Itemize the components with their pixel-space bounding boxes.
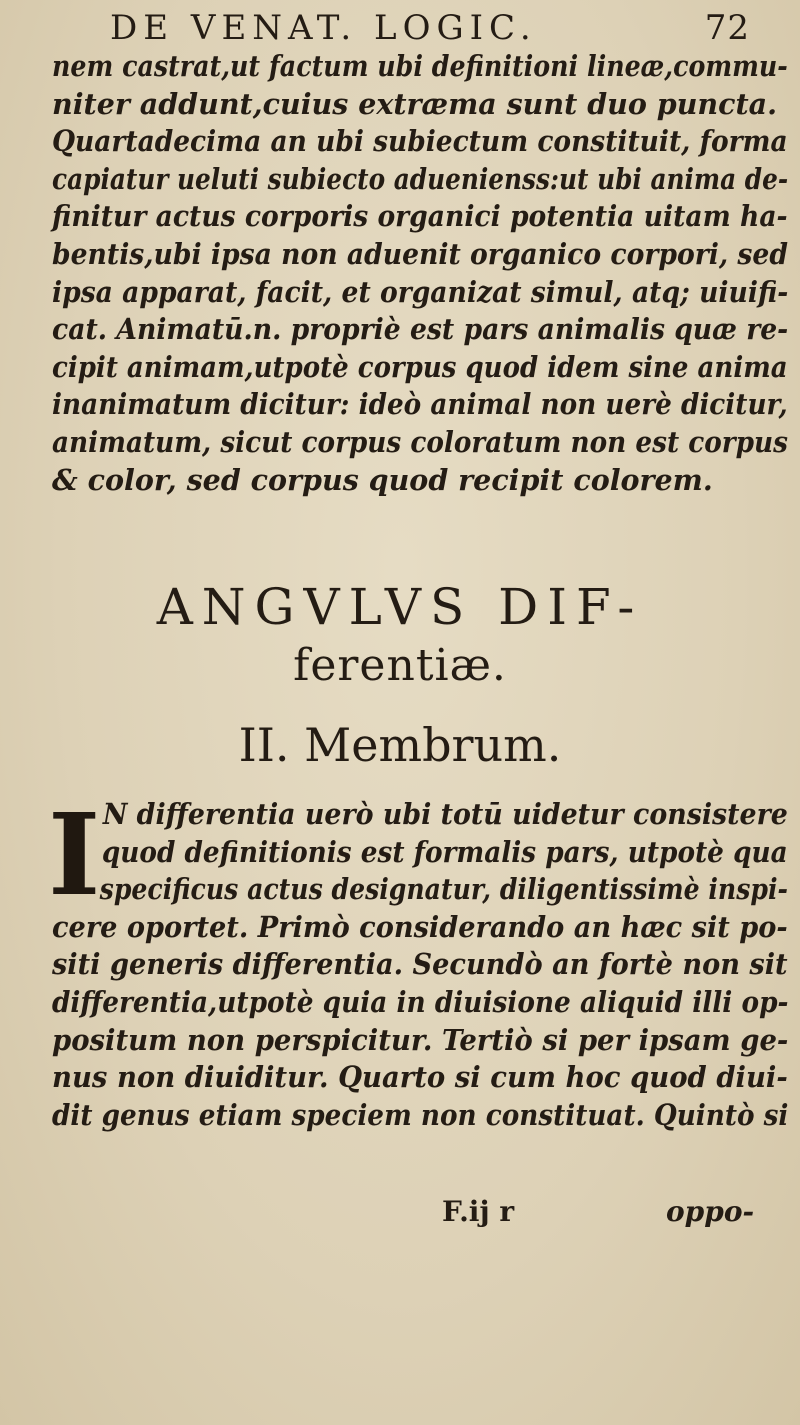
text-line: cipit animam,utpotè corpus quod idem sine anima [52, 349, 788, 384]
text-line: niter addunt,cuius extræma sunt duo puncta. [52, 86, 778, 121]
text-line: bentis,ubi ipsa non aduenit organico corpori, sed [52, 236, 788, 271]
text-line: ipsa apparat, facit, et organizat simul, atq; uiuifi- [52, 274, 789, 309]
text-line: nus non diuiditur. Quarto si cum hoc quod diui- [52, 1060, 788, 1095]
text-line: specificus actus designatur, diligentissimè inspi- [99, 872, 788, 907]
text-line: cat. Animatū.n. propriè est pars animalis quæ re- [52, 312, 789, 347]
catchword: oppo- [666, 1195, 755, 1228]
text-line: quod definitionis est formalis pars, utpotè qua [101, 834, 788, 869]
page-footer [0, 1195, 800, 1235]
section-title: ANGVLVS DIF- [156, 578, 644, 636]
signature-mark: F.ij r [442, 1195, 515, 1228]
paragraph-2 [52, 796, 789, 1134]
text-line: finitur actus corporis organici potentia uitam ha- [52, 199, 788, 234]
membrum-heading: II. Membrum. [238, 718, 562, 772]
text-line: & color, sed corpus quod recipit colorem. [52, 462, 713, 497]
text-line: animatum, sicut corpus coloratum non est corpus [52, 424, 788, 459]
drop-capital: I [48, 790, 101, 921]
running-title: DE VENAT. LOGIC. [110, 8, 537, 48]
text-line: Quartadecima an ubi subiectum constituit, forma [52, 124, 788, 159]
page-number: 72 [704, 8, 750, 48]
text-line: positum non perspicitur. Tertiò si per ipsam ge- [52, 1022, 789, 1057]
text-line: siti generis differentia. Secundò an fortè non sit [52, 947, 788, 982]
text-line: dit genus etiam speciem non constituat. Quintò si [52, 1097, 789, 1132]
text-line: differentia,utpotè quia in diuisione aliquid illi op- [52, 984, 789, 1019]
paragraph-1 [52, 48, 789, 499]
section-subtitle: ferentiæ. [293, 640, 507, 691]
text-line: cere oportet. Primò considerando an hæc sit po- [52, 909, 788, 944]
text-line: inanimatum dicitur: ideò animal non uerè dicitur, [52, 387, 788, 422]
text-line: capiatur ueluti subiecto aduenienss:ut ubi anima de- [52, 161, 789, 196]
text-line: nem castrat,ut factum ubi definitioni lineæ,commu- [52, 49, 788, 83]
text-line: N differentia uerò ubi totū uidetur consistere [102, 797, 788, 831]
